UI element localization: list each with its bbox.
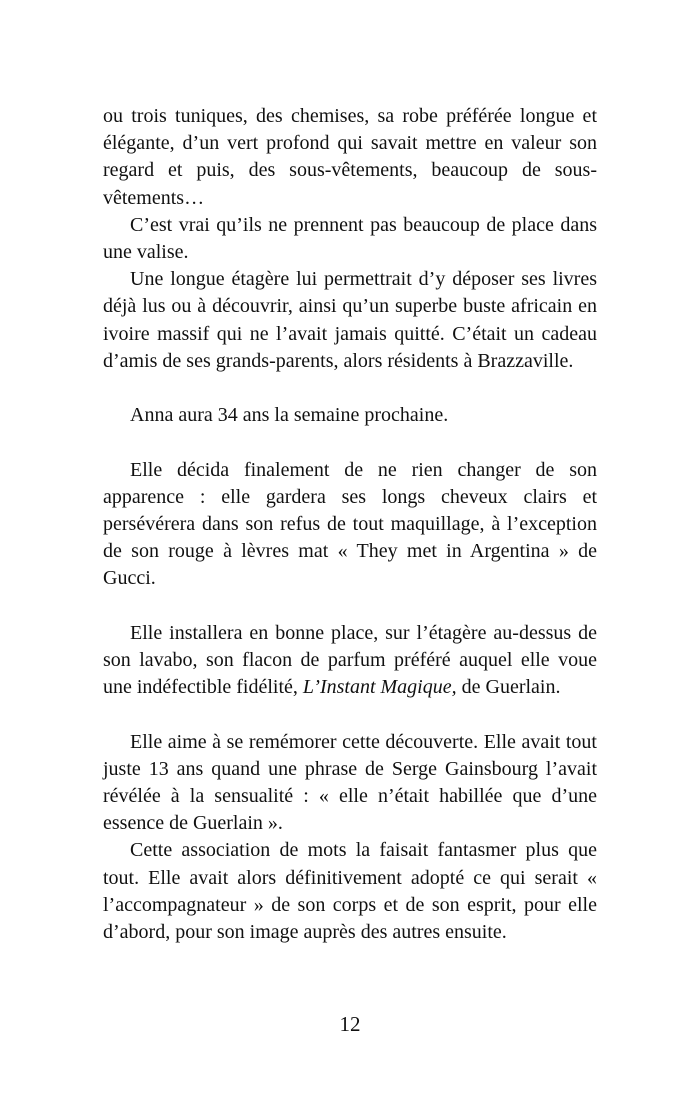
paragraph-2: C’est vrai qu’ils ne prennent pas beaucoup de place dans une valise. — [103, 213, 597, 264]
paragraph-8: Cette association de mots la faisait fantasmer plus que tout. Elle avait alors définitivement adopté ce qui serait « l’accompagnateur » de son corps et de son esprit, pour elle d’abord, pour son image auprès des autres ensuite. — [103, 839, 597, 944]
paragraph-5: Elle décida finalement de ne rien changer de son apparence : elle gardera ses longs cheveux clairs et persévérera dans son refus de tout maquillage, à l’exception de son rouge à lèvres mat « They met in Argentina » de Gucci. — [103, 458, 597, 590]
paragraph-6-text-before: Elle installera en bonne place, sur l’étagère au-dessus de son lavabo, son flacon de parfum préféré auquel elle voue une indéfectible fidélité, — [103, 621, 597, 699]
page-body — [103, 103, 597, 946]
paragraph-3: Une longue étagère lui permettrait d’y déposer ses livres déjà lus ou à découvrir, ainsi qu’un superbe buste africain en ivoire massif qui ne l’avait jamais quitté. C’était un cadeau d’amis de ses grands-parents, alors résidents à Brazzaville. — [103, 268, 597, 372]
paragraph-1: ou trois tuniques, des chemises, sa robe préférée longue et élégante, d’un vert profond qui savait mettre en valeur son regard et puis, des sous-vêtements, beaucoup de sous-vêtements… — [103, 105, 597, 209]
paragraph-6-text-after: de Guerlain. — [456, 676, 561, 699]
perfume-title: L’Instant Magique, — [302, 676, 457, 699]
page-number: 12 — [339, 1012, 361, 1036]
paragraph-6 — [103, 620, 597, 702]
paragraph-7: Elle aime à se remémorer cette découverte. Elle avait tout juste 13 ans quand une phrase de Serge Gainsbourg l’avait révélée à la sensualité : « elle n’était habillée que d’une essence de Guerlain ». — [103, 730, 597, 835]
paragraph-4: Anna aura 34 ans la semaine prochaine. — [130, 404, 449, 427]
